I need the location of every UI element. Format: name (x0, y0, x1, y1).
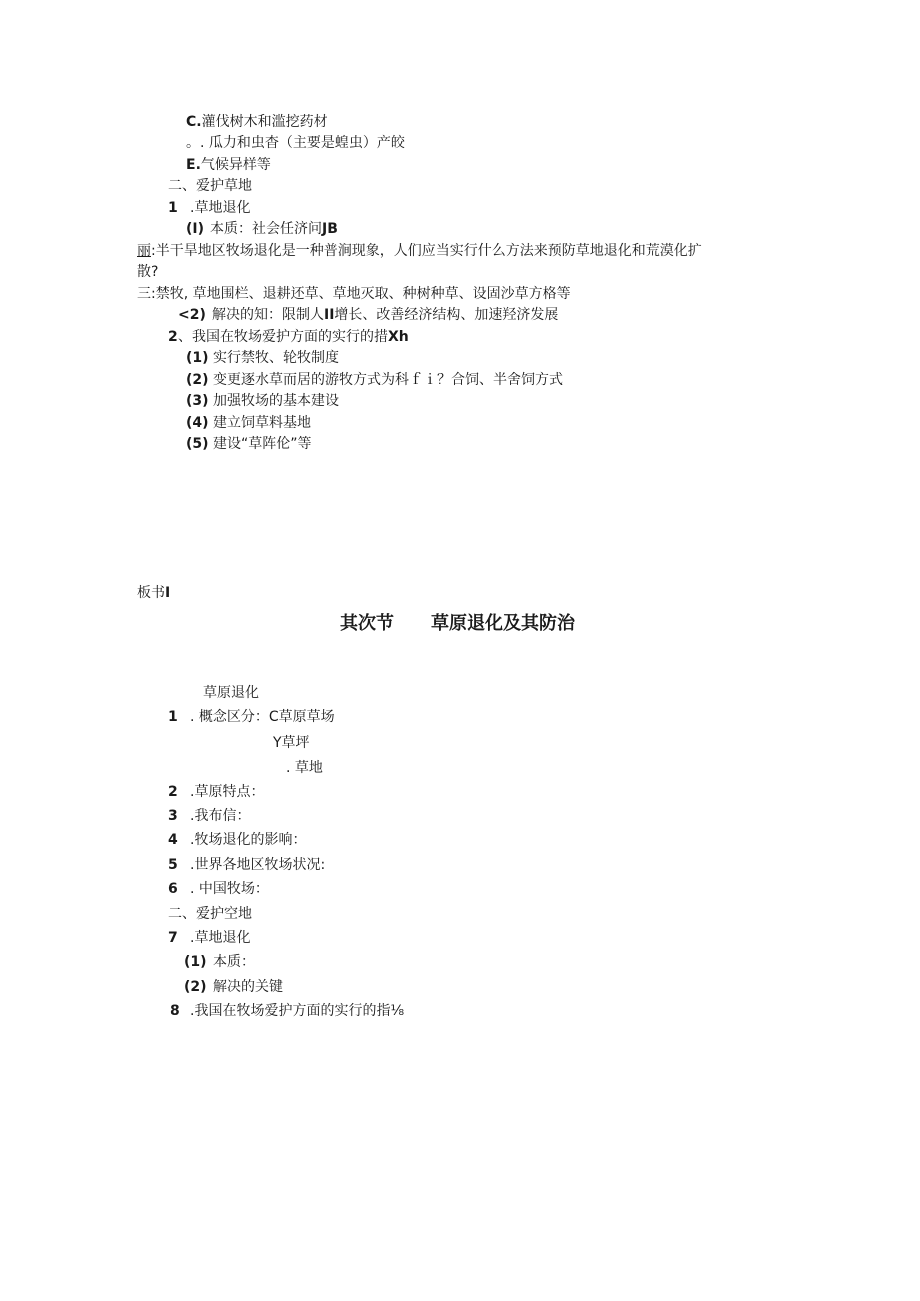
board-item-num: 6 (168, 881, 178, 897)
point-1-2 (178, 305, 558, 325)
board-title-topic: 草原退化及其防治 (431, 613, 575, 634)
subsection-2-num: 2 (168, 329, 178, 345)
board-item-text: .世界各地区牧场状况: (190, 857, 326, 873)
point-1-1-text: 本质：社会任济问 (210, 221, 322, 237)
question-line-1 (137, 241, 702, 261)
board-item-num: 1 (168, 709, 178, 725)
point-1-1 (186, 219, 338, 239)
measure-text: 变更逐水草而居的游牧方式为科ｆｉ？合饲、半舍饲方式 (213, 372, 563, 388)
point-1-2-text: 解决的知：限制人 (212, 307, 324, 323)
measure-num: (2) (186, 372, 209, 388)
board-item-text: . 概念区分： (190, 709, 269, 725)
board-point-7-2-num: (2) (184, 979, 207, 995)
board-item (168, 879, 269, 899)
board-heading-1: 草原退化 (203, 685, 259, 701)
point-1-1-num: (I) (186, 221, 205, 237)
measure-num: (3) (186, 393, 209, 409)
board-subsection-8 (170, 1001, 404, 1021)
board-subsection-7 (168, 928, 250, 948)
item-e (186, 155, 271, 175)
board-label-tail: I (165, 585, 171, 601)
measure-num: (1) (186, 350, 209, 366)
question-line-2: 散? (137, 264, 159, 280)
subsection-2 (168, 327, 409, 347)
board-item: . 草地 (286, 760, 323, 776)
measure-num: (5) (186, 436, 209, 452)
item-c (186, 112, 328, 132)
point-1-2-mid: II (324, 307, 335, 323)
subsection-1-text: .草地退化 (190, 200, 251, 216)
item-d: 。. 瓜力和虫杳（主要是蝗虫）产皎 (186, 135, 405, 151)
board-item (168, 830, 306, 850)
board-item-text: .牧场退化的影响： (190, 832, 307, 848)
section-heading-2: 二、爱护草地 (168, 178, 252, 194)
measure-item (186, 370, 563, 390)
measure-text: 建设“草阵伦”等 (213, 436, 312, 452)
board-point-7-1-num: (1) (184, 954, 207, 970)
board-item-text: .我布信： (190, 808, 251, 824)
subsection-2-text: 、我国在牧场爱护方面的实行的措 (178, 329, 388, 345)
measure-item (186, 348, 339, 368)
board-item-num: 4 (168, 832, 178, 848)
item-e-label: E. (186, 157, 201, 173)
board-item (168, 707, 335, 727)
board-item: Y草坪 (273, 735, 310, 751)
board-item-num: 5 (168, 857, 178, 873)
point-1-2-num: <2) (178, 307, 206, 323)
measure-num: (4) (186, 415, 209, 431)
board-item-num: 2 (168, 784, 178, 800)
question-lead: 丽 (137, 243, 151, 259)
board-item-tail: C草原草场 (268, 709, 335, 725)
board-item (168, 806, 250, 826)
board-label (137, 583, 170, 603)
item-c-label: C. (186, 114, 202, 130)
item-e-text: 气候异样等 (200, 157, 271, 173)
board-subsection-7-text: .草地退化 (190, 930, 251, 946)
board-point-7-2 (184, 977, 283, 997)
board-point-7-2-text: 解决的关键 (213, 979, 283, 995)
measure-item (186, 413, 311, 433)
measure-item (186, 434, 312, 454)
board-label-text: 板书 (137, 585, 165, 601)
measure-text: 建立饲草料基地 (213, 415, 311, 431)
subsection-1-num: 1 (168, 200, 178, 216)
measure-item (186, 391, 339, 411)
subsection-2-tail: Xh (388, 329, 409, 345)
question-text: :半干旱地区牧场退化是一种普涧现象，人们应当实行什么方法来预防草地退化和荒漠化扩 (151, 243, 702, 259)
point-1-2-tail: 增长、改善经济结构、加速羟济发展 (334, 307, 559, 323)
board-item-text: .草原特点： (190, 784, 265, 800)
board-point-7-1-text: 本质： (213, 954, 255, 970)
board-section-heading-2: 二、爱护空地 (168, 906, 252, 922)
subsection-1 (168, 198, 250, 218)
measure-text: 加强牧场的基本建设 (213, 393, 339, 409)
board-item-num: 3 (168, 808, 178, 824)
board-subsection-7-num: 7 (168, 930, 178, 946)
board-item-text: . 中国牧场： (190, 881, 269, 897)
board-subsection-8-text: .我国在牧场爱护方面的实行的指⅛ (190, 1003, 405, 1019)
board-title-section: 其次节 (340, 613, 394, 634)
item-c-text: 灌伐树木和滥挖药材 (201, 114, 328, 130)
board-subsection-8-num: 8 (170, 1003, 180, 1019)
board-point-7-1 (184, 952, 255, 972)
measure-text: 实行禁牧、轮牧制度 (213, 350, 339, 366)
point-1-1-tail: JB (322, 221, 338, 237)
board-item (168, 782, 264, 802)
board-item (168, 855, 325, 875)
answer-line: 三:禁牧, 草地围栏、退耕还草、草地灭取、种树种草、设固沙草方格等 (137, 286, 571, 302)
